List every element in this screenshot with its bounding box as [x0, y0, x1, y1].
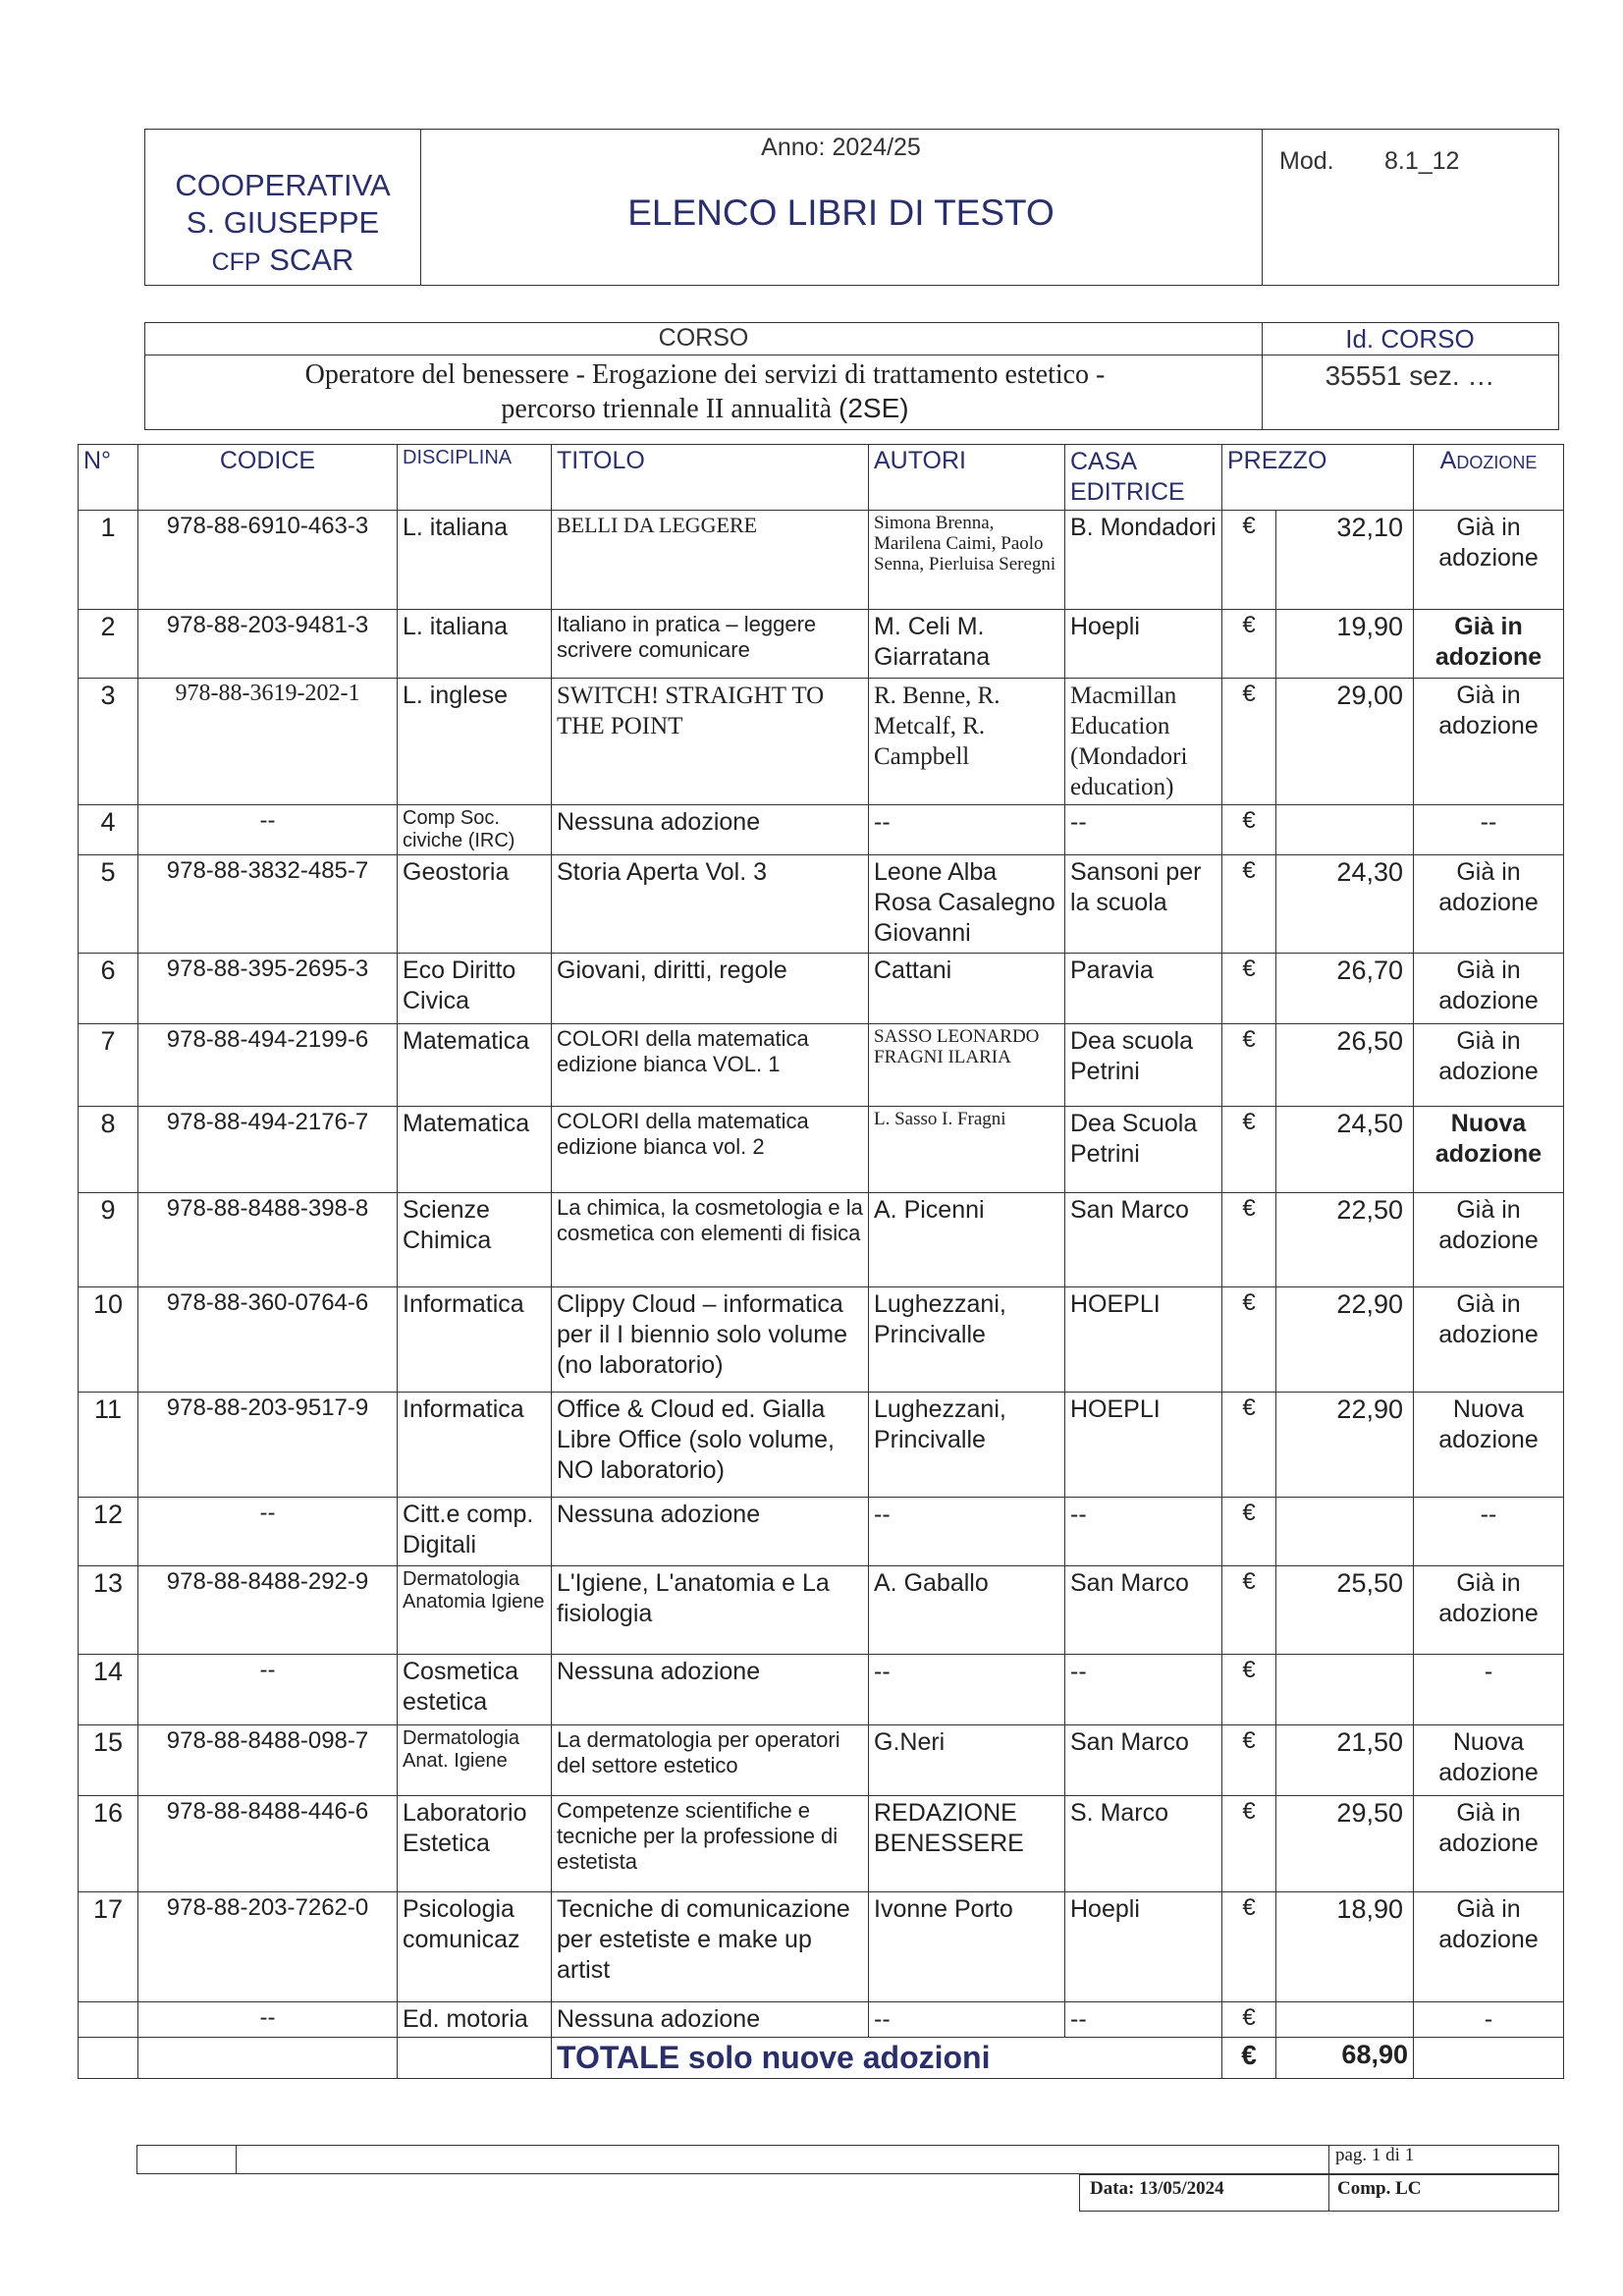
row-price: 22,50 — [1276, 1193, 1414, 1287]
row-code: 978-88-494-2199-6 — [138, 1024, 398, 1107]
table-row — [79, 511, 1564, 610]
row-code: 978-88-8488-098-7 — [138, 1725, 398, 1796]
course-code: (2SE) — [839, 393, 909, 423]
document-date: Data: 13/05/2024 — [1090, 2178, 1224, 2199]
row-adoption: -- — [1414, 805, 1564, 855]
row-number: 2 — [79, 610, 138, 679]
row-number: 14 — [79, 1655, 138, 1725]
row-publisher: S. Marco — [1065, 1796, 1222, 1892]
row-price: 21,50 — [1276, 1725, 1414, 1796]
header-adoption: Adozione — [1414, 445, 1564, 511]
table-row — [79, 1024, 1564, 1107]
table-row — [79, 1498, 1564, 1566]
row-number: 7 — [79, 1024, 138, 1107]
row-code: 978-88-6910-463-3 — [138, 511, 398, 610]
row-discipline: L. italiana — [398, 610, 552, 679]
row-code: 978-88-494-2176-7 — [138, 1107, 398, 1193]
row-code: 978-88-8488-446-6 — [138, 1796, 398, 1892]
row-adoption: Nuova adozione — [1414, 1725, 1564, 1796]
course-box — [144, 322, 1559, 430]
course-label: CORSO — [658, 324, 749, 352]
header-price: PREZZO — [1222, 445, 1414, 511]
table-row — [79, 1725, 1564, 1796]
row-adoption: Già in adozione — [1414, 1287, 1564, 1393]
row-discipline: Informatica — [398, 1287, 552, 1393]
row-number: 12 — [79, 1498, 138, 1566]
row-euro: € — [1222, 610, 1276, 679]
row-euro: € — [1222, 1566, 1276, 1655]
row-adoption: Già in adozione — [1414, 610, 1564, 679]
total-value: 68,90 — [1276, 2038, 1414, 2079]
row-code: 978-88-203-9481-3 — [138, 610, 398, 679]
row-euro: € — [1222, 1024, 1276, 1107]
table-row — [79, 1655, 1564, 1725]
organization-name — [145, 167, 420, 281]
row-euro: € — [1222, 1725, 1276, 1796]
row-code: 978-88-360-0764-6 — [138, 1287, 398, 1393]
row-adoption: Già in adozione — [1414, 511, 1564, 610]
row-code: 978-88-395-2695-3 — [138, 954, 398, 1024]
table-row — [79, 1796, 1564, 1892]
row-title: Italiano in pratica – leggere scrivere comunicare — [552, 610, 869, 679]
table-row — [79, 2002, 1564, 2038]
row-publisher: San Marco — [1065, 1566, 1222, 1655]
row-publisher: San Marco — [1065, 1725, 1222, 1796]
row-discipline: Matematica — [398, 1024, 552, 1107]
row-title: COLORI della matematica edizione bianca VOL. 1 — [552, 1024, 869, 1107]
row-code: 978-88-8488-398-8 — [138, 1193, 398, 1287]
row-number: 9 — [79, 1193, 138, 1287]
row-adoption: Già in adozione — [1414, 679, 1564, 805]
row-authors: SASSO LEONARDO FRAGNI ILARIA — [869, 1024, 1065, 1107]
org-line-3: SCAR — [269, 243, 354, 277]
row-title: Giovani, diritti, regole — [552, 954, 869, 1024]
header-code: CODICE — [138, 445, 398, 511]
row-authors: -- — [869, 1655, 1065, 1725]
row-authors: Simona Brenna, Marilena Caimi, Paolo Senna, Pierluisa Seregni — [869, 511, 1065, 610]
table-row — [79, 1566, 1564, 1655]
row-price: 26,70 — [1276, 954, 1414, 1024]
row-number: 6 — [79, 954, 138, 1024]
row-adoption: Già in adozione — [1414, 1892, 1564, 2002]
row-authors: Lughezzani, Princivalle — [869, 1287, 1065, 1393]
row-euro: € — [1222, 2002, 1276, 2038]
row-authors: M. Celi M. Giarratana — [869, 610, 1065, 679]
row-euro: € — [1222, 1655, 1276, 1725]
header-number: N° — [79, 445, 138, 511]
row-title: COLORI della matematica edizione bianca vol. 2 — [552, 1107, 869, 1193]
total-label: TOTALE solo nuove adozioni — [552, 2038, 1222, 2079]
row-code: 978-88-3832-485-7 — [138, 855, 398, 954]
row-discipline: L. italiana — [398, 511, 552, 610]
row-authors: Cattani — [869, 954, 1065, 1024]
row-publisher: Hoepli — [1065, 610, 1222, 679]
row-publisher: Sansoni per la scuola — [1065, 855, 1222, 954]
row-euro: € — [1222, 954, 1276, 1024]
row-discipline: Cosmetica estetica — [398, 1655, 552, 1725]
row-authors: -- — [869, 2002, 1065, 2038]
table-row — [79, 1193, 1564, 1287]
row-euro: € — [1222, 1393, 1276, 1498]
row-title: Storia Aperta Vol. 3 — [552, 855, 869, 954]
row-discipline: Dermatologia Anatomia Igiene — [398, 1566, 552, 1655]
row-publisher: San Marco — [1065, 1193, 1222, 1287]
row-number: 15 — [79, 1725, 138, 1796]
row-adoption: Nuova adozione — [1414, 1393, 1564, 1498]
document-title: ELENCO LIBRI DI TESTO — [627, 192, 1055, 233]
row-authors: Lughezzani, Princivalle — [869, 1393, 1065, 1498]
row-adoption: Già in adozione — [1414, 1024, 1564, 1107]
row-price: 29,50 — [1276, 1796, 1414, 1892]
row-authors: A. Gaballo — [869, 1566, 1065, 1655]
table-row — [79, 855, 1564, 954]
row-discipline: Ed. motoria — [398, 2002, 552, 2038]
row-title: Nessuna adozione — [552, 1655, 869, 1725]
row-title: Clippy Cloud – informatica per il I biennio solo volume (no laboratorio) — [552, 1287, 869, 1393]
row-code: 978-88-203-7262-0 — [138, 1892, 398, 2002]
row-number: 13 — [79, 1566, 138, 1655]
row-adoption: - — [1414, 2002, 1564, 2038]
row-code: -- — [138, 2002, 398, 2038]
row-title: La chimica, la cosmetologia e la cosmetica con elementi di fisica — [552, 1193, 869, 1287]
row-discipline: Comp Soc. civiche (IRC) — [398, 805, 552, 855]
row-discipline: Geostoria — [398, 855, 552, 954]
header-publisher: CASA EDITRICE — [1065, 445, 1222, 511]
row-adoption: Nuova adozione — [1414, 1107, 1564, 1193]
row-price: 26,50 — [1276, 1024, 1414, 1107]
row-title: SWITCH! STRAIGHT TO THE POINT — [552, 679, 869, 805]
row-number: 3 — [79, 679, 138, 805]
table-row — [79, 679, 1564, 805]
row-price — [1276, 1655, 1414, 1725]
row-price — [1276, 1498, 1414, 1566]
table-row — [79, 1393, 1564, 1498]
row-code: -- — [138, 1498, 398, 1566]
row-price: 32,10 — [1276, 511, 1414, 610]
row-authors: -- — [869, 805, 1065, 855]
row-authors: R. Benne, R. Metcalf, R. Campbell — [869, 679, 1065, 805]
row-publisher: Macmillan Education (Mondadori education) — [1065, 679, 1222, 805]
row-publisher: B. Mondadori — [1065, 511, 1222, 610]
row-publisher: Hoepli — [1065, 1892, 1222, 2002]
row-euro: € — [1222, 1892, 1276, 2002]
row-euro: € — [1222, 1107, 1276, 1193]
row-code: -- — [138, 1655, 398, 1725]
row-title: Nessuna adozione — [552, 1498, 869, 1566]
course-name — [155, 358, 1255, 426]
row-title: Competenze scientifiche e tecniche per la professione di estetista — [552, 1796, 869, 1892]
row-discipline: L. inglese — [398, 679, 552, 805]
row-euro: € — [1222, 679, 1276, 805]
row-authors: Leone Alba Rosa Casalegno Giovanni — [869, 855, 1065, 954]
row-price — [1276, 805, 1414, 855]
course-id-label: Id. CORSO — [1345, 324, 1475, 354]
row-adoption: - — [1414, 1655, 1564, 1725]
row-publisher: HOEPLI — [1065, 1393, 1222, 1498]
row-authors: REDAZIONE BENESSERE — [869, 1796, 1065, 1892]
row-publisher: -- — [1065, 1655, 1222, 1725]
school-year: Anno: 2024/25 — [761, 134, 921, 161]
mod-value: 8.1_12 — [1384, 147, 1460, 175]
row-number: 5 — [79, 855, 138, 954]
row-number: 16 — [79, 1796, 138, 1892]
row-discipline: Matematica — [398, 1107, 552, 1193]
course-name-line-1: Operatore del benessere - Erogazione dei servizi di trattamento estetico - — [304, 359, 1106, 390]
row-price: 29,00 — [1276, 679, 1414, 805]
row-price: 19,90 — [1276, 610, 1414, 679]
row-adoption: Già in adozione — [1414, 1193, 1564, 1287]
table-row — [79, 610, 1564, 679]
row-number: 1 — [79, 511, 138, 610]
row-adoption: Già in adozione — [1414, 1566, 1564, 1655]
row-authors: -- — [869, 1498, 1065, 1566]
compiler: Comp. LC — [1337, 2178, 1422, 2199]
row-price: 25,50 — [1276, 1566, 1414, 1655]
row-number: 4 — [79, 805, 138, 855]
row-authors: A. Picenni — [869, 1193, 1065, 1287]
row-euro: € — [1222, 1498, 1276, 1566]
row-publisher: -- — [1065, 805, 1222, 855]
table-row — [79, 1107, 1564, 1193]
row-discipline: Laboratorio Estetica — [398, 1796, 552, 1892]
row-euro: € — [1222, 1796, 1276, 1892]
document-header — [144, 129, 1559, 286]
row-publisher: Paravia — [1065, 954, 1222, 1024]
row-number — [79, 2002, 138, 2038]
header-title: TITOLO — [552, 445, 869, 511]
row-number: 17 — [79, 1892, 138, 2002]
row-title: Nessuna adozione — [552, 2002, 869, 2038]
row-discipline: Informatica — [398, 1393, 552, 1498]
table-row — [79, 1287, 1564, 1393]
row-code: 978-88-3619-202-1 — [138, 679, 398, 805]
row-code: -- — [138, 805, 398, 855]
row-discipline: Scienze Chimica — [398, 1193, 552, 1287]
textbook-table — [78, 444, 1564, 2079]
total-euro: € — [1222, 2038, 1276, 2079]
row-euro: € — [1222, 511, 1276, 610]
course-id-value: 35551 sez. … — [1325, 360, 1495, 391]
course-name-line-2: percorso triennale II annualità — [501, 394, 833, 424]
row-publisher: -- — [1065, 2002, 1222, 2038]
row-adoption: Già in adozione — [1414, 954, 1564, 1024]
row-title: Office & Cloud ed. Gialla Libre Office (solo volume, NO laboratorio) — [552, 1393, 869, 1498]
table-row — [79, 1892, 1564, 2002]
row-authors: L. Sasso I. Fragni — [869, 1107, 1065, 1193]
row-discipline: Dermatologia Anat. Igiene — [398, 1725, 552, 1796]
row-authors: Ivonne Porto — [869, 1892, 1065, 2002]
row-publisher: HOEPLI — [1065, 1287, 1222, 1393]
row-number: 10 — [79, 1287, 138, 1393]
row-adoption: Già in adozione — [1414, 855, 1564, 954]
row-number: 8 — [79, 1107, 138, 1193]
row-title: Tecniche di comunicazione per estetiste e make up artist — [552, 1892, 869, 2002]
row-euro: € — [1222, 1287, 1276, 1393]
page-number: pag. 1 di 1 — [1335, 2145, 1415, 2165]
row-euro: € — [1222, 805, 1276, 855]
row-discipline: Psicologia comunicaz — [398, 1892, 552, 2002]
row-price: 18,90 — [1276, 1892, 1414, 2002]
table-row — [79, 805, 1564, 855]
org-line-2: S. GIUSEPPE — [186, 205, 380, 240]
row-publisher: -- — [1065, 1498, 1222, 1566]
row-price: 22,90 — [1276, 1393, 1414, 1498]
row-discipline: Citt.e comp. Digitali — [398, 1498, 552, 1566]
row-price: 22,90 — [1276, 1287, 1414, 1393]
row-adoption: -- — [1414, 1498, 1564, 1566]
mod-label: Mod. — [1279, 147, 1334, 175]
row-title: L'Igiene, L'anatomia e La fisiologia — [552, 1566, 869, 1655]
row-number: 11 — [79, 1393, 138, 1498]
row-authors: G.Neri — [869, 1725, 1065, 1796]
row-discipline: Eco Diritto Civica — [398, 954, 552, 1024]
table-body — [79, 511, 1564, 2038]
table-row — [79, 954, 1564, 1024]
row-price: 24,50 — [1276, 1107, 1414, 1193]
row-title: BELLI DA LEGGERE — [552, 511, 869, 610]
org-line-3-prefix: CFP — [211, 248, 261, 276]
row-price — [1276, 2002, 1414, 2038]
row-price: 24,30 — [1276, 855, 1414, 954]
header-discipline: DISCIPLINA — [398, 445, 552, 511]
row-title: Nessuna adozione — [552, 805, 869, 855]
row-publisher: Dea scuola Petrini — [1065, 1024, 1222, 1107]
row-title: La dermatologia per operatori del settore estetico — [552, 1725, 869, 1796]
row-code: 978-88-8488-292-9 — [138, 1566, 398, 1655]
row-adoption: Già in adozione — [1414, 1796, 1564, 1892]
row-code: 978-88-203-9517-9 — [138, 1393, 398, 1498]
org-line-1: COOPERATIVA — [175, 168, 391, 202]
row-euro: € — [1222, 855, 1276, 954]
row-publisher: Dea Scuola Petrini — [1065, 1107, 1222, 1193]
header-authors: AUTORI — [869, 445, 1065, 511]
row-euro: € — [1222, 1193, 1276, 1287]
